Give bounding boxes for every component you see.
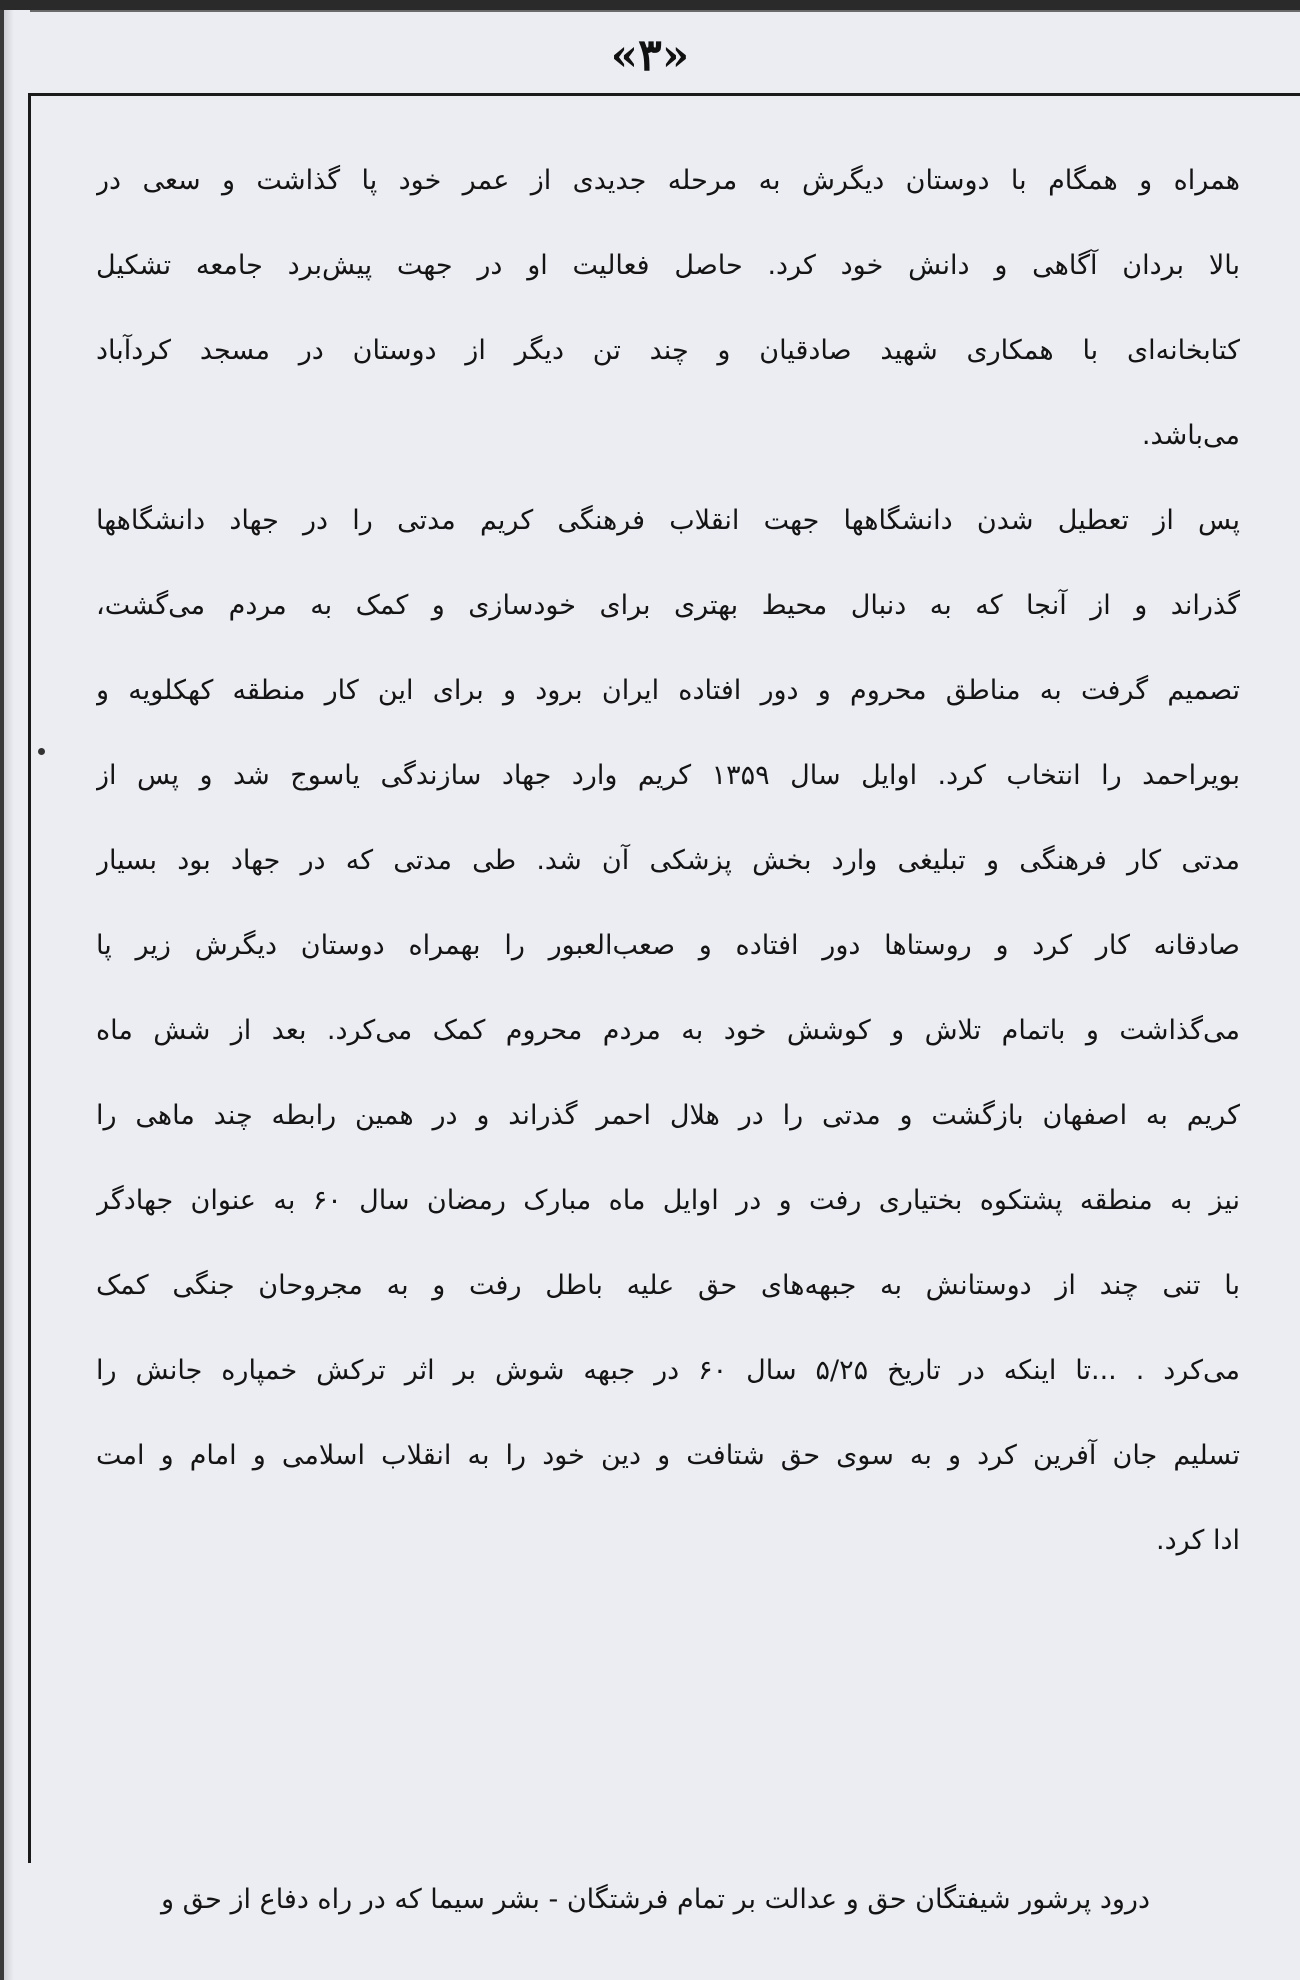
top-border <box>0 0 1300 10</box>
body-line: می‌کرد . ...تا اینکه در تاریخ ۵/۲۵ سال ۶۰ در جبهه شوش بر اثر ترکش خمپاره جانش را <box>96 1355 1240 1386</box>
body-line: صادقانه کار کرد و روستاها دور افتاده و صعب‌العبور را بهمراه دوستان دیگرش زیر پا <box>96 930 1240 961</box>
body-line: تصمیم گرفت به مناطق محروم و دور افتاده ایران برود و برای این کار منطقه کهکلویه و <box>96 675 1240 706</box>
body-line: می‌گذاشت و باتمام تلاش و کوشش خود به مردم محروم کمک می‌کرد. بعد از شش ماه <box>96 1015 1240 1046</box>
body-line: مدتی کار فرهنگی و تبلیغی وارد بخش پزشکی آن شد. طی مدتی که در جهاد بود بسیار <box>96 845 1240 876</box>
footer-line: درود پرشور شیفتگان حق و عدالت بر تمام فرشتگان - بشر سیما که در راه دفاع از حق و <box>161 1884 1150 1915</box>
page-number: «۳» <box>610 30 690 81</box>
top-border-inner <box>30 10 1300 12</box>
body-line: کریم به اصفهان بازگشت و مدتی را در هلال احمر گذراند و در همین رابطه چند ماهی را <box>96 1100 1240 1131</box>
body-line: نیز به منطقه پشتکوه بختیاری رفت و در اوایل ماه مبارک رمضان سال ۶۰ به عنوان جهادگر <box>96 1185 1240 1216</box>
body-line: با تنی چند از دوستانش به جبهه‌های حق علیه باطل رفت و به مجروحان جنگی کمک <box>96 1270 1240 1301</box>
body-line: گذراند و از آنجا که به دنبال محیط بهتری برای خودسازی و کمک به مردم می‌گشت، <box>96 590 1240 621</box>
body-line: همراه و همگام با دوستان دیگرش به مرحله جدیدی از عمر خود پا گذاشت و سعی در <box>96 165 1240 196</box>
body-line: پس از تعطیل شدن دانشگاهها جهت انقلاب فرهنگی کریم مدتی را در جهاد دانشگاهها <box>96 505 1240 536</box>
body-line: ادا کرد. <box>1156 1525 1240 1556</box>
body-line: تسلیم جان آفرین کرد و به سوی حق شتافت و دین خود را به انقلاب اسلامی و امام و امت <box>96 1440 1240 1471</box>
body-line: می‌باشد. <box>1141 420 1240 451</box>
left-page-edge <box>0 10 14 1980</box>
body-line: بویراحمد را انتخاب کرد. اوایل سال ۱۳۵۹ کریم وارد جهاد سازندگی یاسوج شد و پس از <box>96 760 1240 791</box>
body-line: کتابخانه‌ای با همکاری شهید صادقیان و چند تن دیگر از دوستان در مسجد کردآباد <box>96 335 1240 366</box>
scan-speck <box>38 748 45 755</box>
body-text <box>96 150 1240 1595</box>
body-line: بالا بردان آگاهی و دانش خود کرد. حاصل فعالیت او در جهت پیش‌برد جامعه تشکیل <box>96 250 1240 281</box>
